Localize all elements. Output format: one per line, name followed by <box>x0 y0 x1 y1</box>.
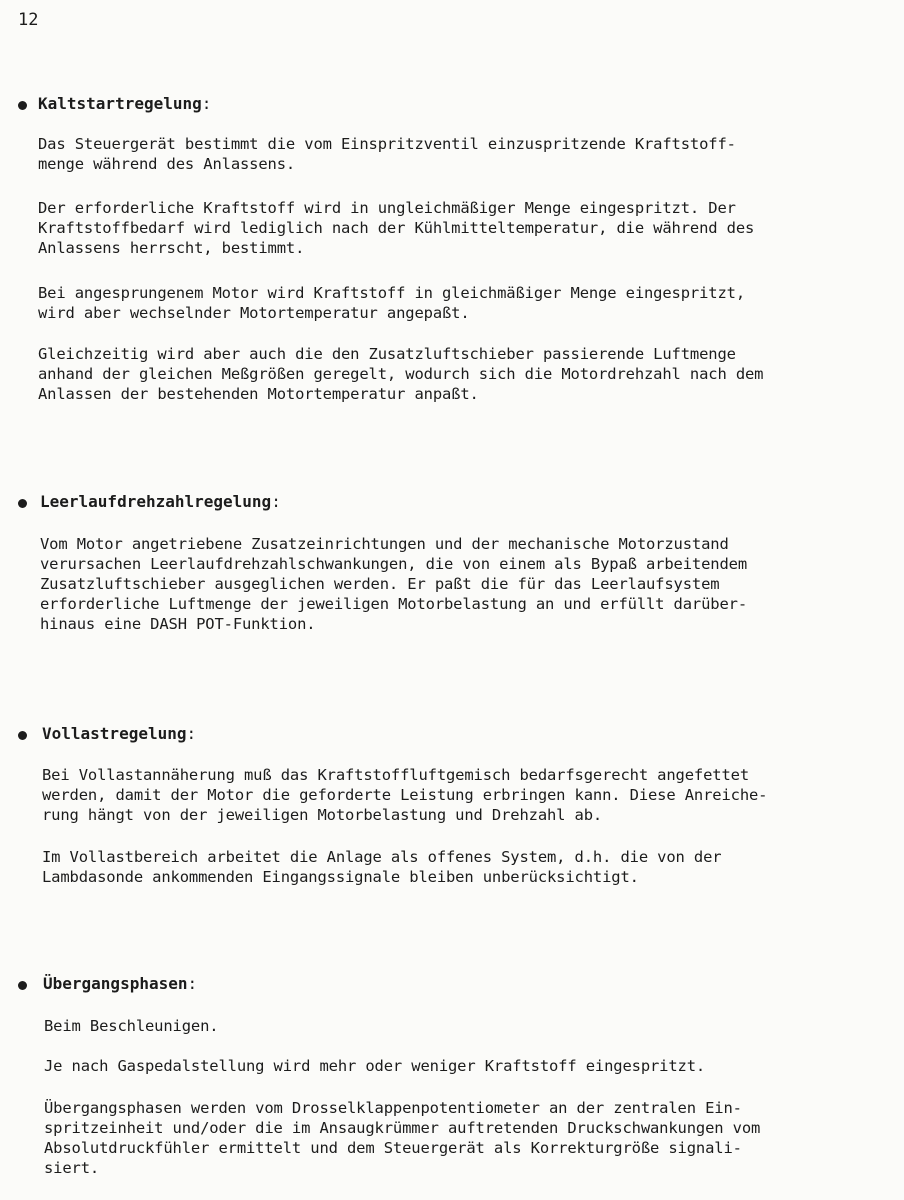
bullet-icon <box>18 981 27 990</box>
paragraph: Gleichzeitig wird aber auch die den Zusatzluftschieber passierende Luftmenge anhand der gleichen Meßgrößen geregelt, wodurch sich die Motordrehzahl nach dem Anlassen der bestehenden Motortemperatur anpaßt. <box>38 345 764 403</box>
paragraph: Bei Vollastannäherung muß das Kraftstoffluftgemisch bedarfsgerecht angefettet werden, damit der Motor die geforderte Leistung erbringen kann. Diese Anreiche- rung hängt von der jeweiligen Motorbelastung und Drehzahl ab. <box>42 766 768 824</box>
heading-text: Kaltstartregelung <box>38 94 202 113</box>
paragraph: Bei angesprungenem Motor wird Kraftstoff in gleichmäßiger Menge eingespritzt, wird aber wechselnder Motortemperatur angepaßt. <box>38 284 745 322</box>
paragraph: Vom Motor angetriebene Zusatzeinrichtungen und der mechanische Motorzustand verursachen Leerlaufdrehzahlschwankungen, die von einem als Bypaß arbeitendem Zusatzluftschieber ausgeglichen werden. Er paßt die für das Leerlaufsystem erforderliche Luftmenge der jeweiligen Motorbelastung an und erfüllt darüber- hinaus eine DASH POT-Funktion. <box>40 535 747 633</box>
heading-text: Übergangsphasen <box>43 974 188 993</box>
heading-colon: : <box>186 724 197 743</box>
paragraph: Je nach Gaspedalstellung wird mehr oder weniger Kraftstoff eingespritzt. <box>44 1057 706 1075</box>
paragraph: Übergangsphasen werden vom Drosselklappenpotentiometer an der zentralen Ein- spritzeinheit und/oder die im Ansaugkrümmer auftretenden Druckschwankungen vom Absolutdruckfühler ermittelt und dem Steuergerät als Korrekturgröße signali- siert. <box>44 1099 761 1177</box>
heading-colon: : <box>271 492 281 511</box>
heading-text: Vollastregelung <box>42 724 187 743</box>
paragraph: Der erforderliche Kraftstoff wird in ungleichmäßiger Menge eingespritzt. Der Kraftstoffbedarf wird lediglich nach der Kühlmitteltemperatur, die während des Anlassens herrscht, bestimmt. <box>38 199 755 257</box>
bullet-icon <box>18 101 27 110</box>
heading-colon: : <box>201 94 212 113</box>
paragraph: Beim Beschleunigen. <box>44 1017 219 1035</box>
heading-colon: : <box>187 974 198 993</box>
paragraph: Das Steuergerät bestimmt die vom Einspritzventil einzuspritzende Kraftstoff- menge während des Anlassens. <box>38 135 736 173</box>
bullet-icon <box>18 499 27 508</box>
paragraph: Im Vollastbereich arbeitet die Anlage als offenes System, d.h. die von der Lambdasonde ankommenden Eingangssignale bleiben unberücksichtigt. <box>42 848 722 886</box>
heading-text: Leerlaufdrehzahlregelung <box>40 492 272 511</box>
page-number: 12 <box>18 10 39 30</box>
bullet-icon <box>18 731 27 740</box>
